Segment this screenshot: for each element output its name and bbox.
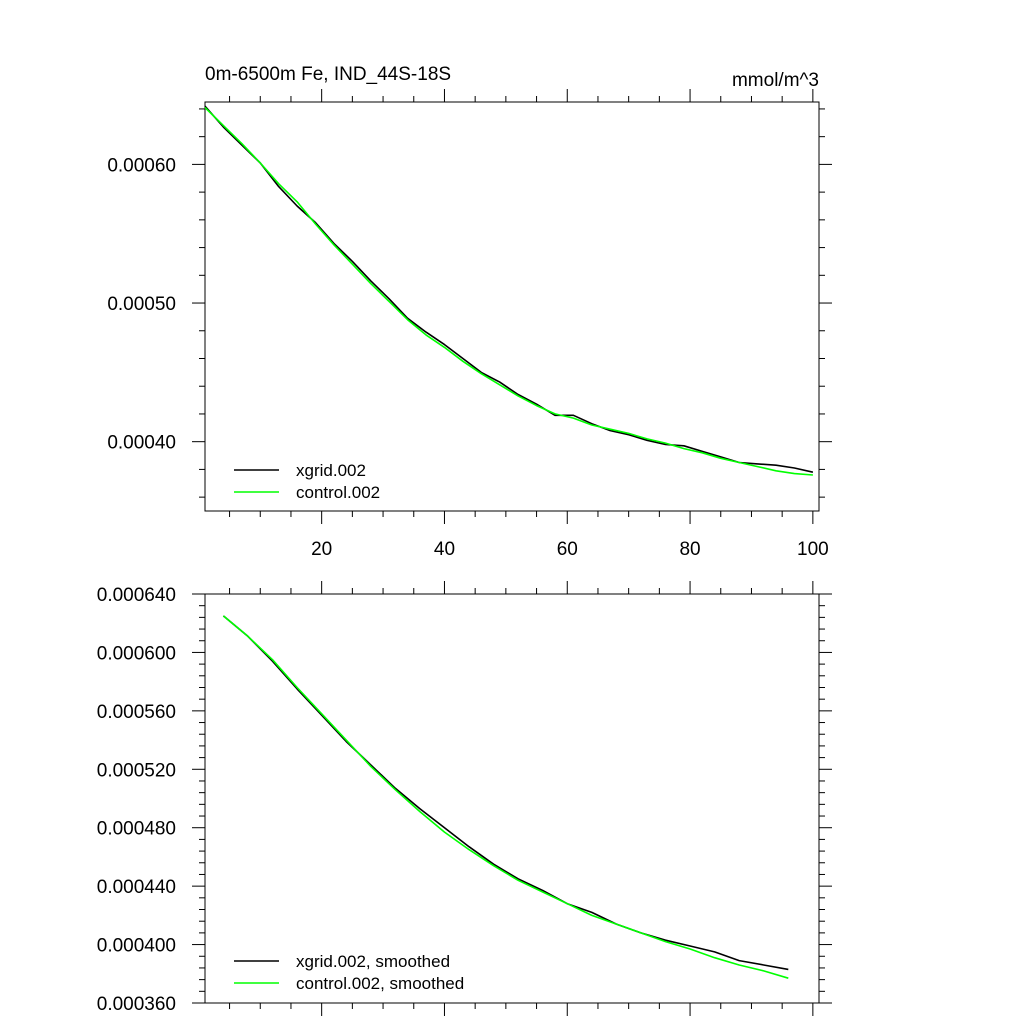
series-line-2	[223, 616, 788, 978]
legend-label-2: control.002	[296, 483, 381, 502]
y-tick-label: 0.000520	[96, 760, 176, 782]
y-tick-label: 0.000480	[96, 818, 176, 840]
y-tick-label: 0.000360	[96, 994, 176, 1015]
series-line-1	[223, 616, 788, 970]
plot-frame	[205, 594, 819, 1003]
y-tick-label: 0.000640	[96, 585, 176, 606]
x-tick-label: 100	[797, 539, 829, 560]
legend-label-1: xgrid.002	[296, 461, 366, 480]
legend-label-1: xgrid.002, smoothed	[296, 952, 451, 971]
y-tick-label: 0.000400	[96, 935, 176, 957]
chart-title: 0m-6500m Fe, IND_44S-18S	[205, 64, 452, 85]
plot-frame	[205, 102, 819, 511]
series-line-2	[205, 108, 813, 476]
legend-label-2: control.002, smoothed	[296, 974, 465, 993]
y-tick-label: 0.000600	[96, 643, 176, 665]
y-tick-label: 0.000560	[96, 701, 176, 723]
y-tick-label: 0.00040	[107, 432, 176, 454]
y-tick-label: 0.00050	[107, 294, 176, 316]
x-tick-label: 80	[679, 539, 701, 560]
series-line-1	[205, 106, 813, 472]
chart-units: mmol/m^3	[731, 70, 819, 91]
x-tick-label: 40	[433, 539, 456, 560]
plot-panel-2	[97, 581, 832, 1016]
plot-panel-1	[107, 64, 832, 560]
x-tick-label: 60	[556, 539, 578, 560]
y-tick-label: 0.00060	[107, 155, 176, 177]
x-tick-label: 20	[311, 539, 333, 560]
y-tick-label: 0.000440	[96, 877, 176, 899]
